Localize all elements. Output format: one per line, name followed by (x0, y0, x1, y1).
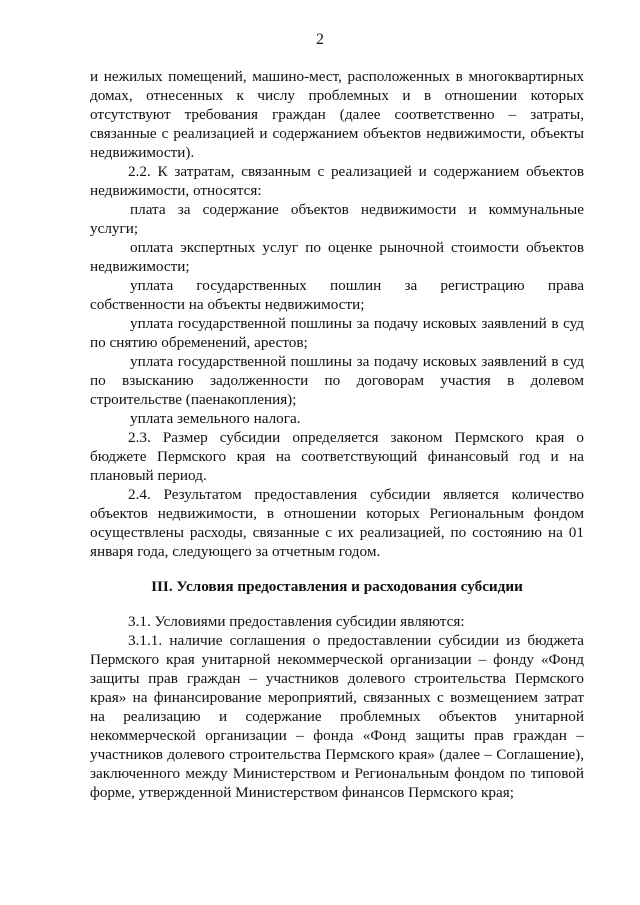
paragraph-3-1: 3.1. Условиями предоставления субсидии являются: (128, 613, 465, 630)
list-item-land-tax: уплата земельного налога. (130, 410, 301, 427)
document-body (90, 67, 584, 802)
list-item-expert-services: оплата экспертных услуг по оценке рыночной стоимости объектов недвижимости; (90, 239, 584, 275)
list-item-state-fees-registration: уплата государственных пошлин за регистрацию права собственности на объекты недвижимости; (90, 277, 584, 313)
paragraph-1: и нежилых помещений, машино-мест, расположенных в многоквартирных домах, отнесенных к числу проблемных и в отношении которых отсутствуют требования граждан (далее соответственно – затраты, связанные с реализацией и содержанием объектов недвижимости, объекты недвижимости). (90, 68, 584, 161)
section-heading: III. Условия предоставления и расходования субсидии (151, 578, 523, 595)
page-number: 2 (316, 31, 324, 48)
paragraph-2-4: 2.4. Результатом предоставления субсидии является количество объектов недвижимости, в отношении которых Региональным фондом осуществлены расходы, связанные с их реализацией, по состоянию на 01 января года, следующего за отчетным годом. (90, 486, 584, 560)
list-item-maintenance-fee: плата за содержание объектов недвижимости и коммунальные услуги; (90, 201, 584, 237)
list-item-state-fee-debt-recovery: уплата государственной пошлины за подачу исковых заявлений в суд по взысканию задолженности по договорам участия в долевом строительстве (паенакопления); (90, 353, 584, 408)
paragraph-2-2: 2.2. К затратам, связанным с реализацией и содержанием объектов недвижимости, относятся: (90, 163, 584, 199)
spacer (90, 561, 584, 577)
spacer (90, 596, 584, 612)
paragraph-2-3: 2.3. Размер субсидии определяется законом Пермского края о бюджете Пермского края на соответствующий финансовый год и на плановый период. (90, 429, 584, 484)
paragraph-3-1-1: 3.1.1. наличие соглашения о предоставлении субсидии из бюджета Пермского края унитарной некоммерческой организации – фонду «Фонд защиты прав граждан – участников долевого строительства Пермского края» на финансирование мероприятий, связанных с возмещением затрат на реализацию и содержание проблемных объектов унитарной некоммерческой организации – фонда «Фонд защиты прав граждан – участников долевого строительства Пермского края» (далее – Соглашение), заключенного между Министерством и Региональным фондом по типовой форме, утвержденной Министерством финансов Пермского края; (90, 632, 584, 801)
list-item-state-fee-encumbrances: уплата государственной пошлины за подачу исковых заявлений в суд по снятию обременений, арестов; (90, 315, 584, 351)
